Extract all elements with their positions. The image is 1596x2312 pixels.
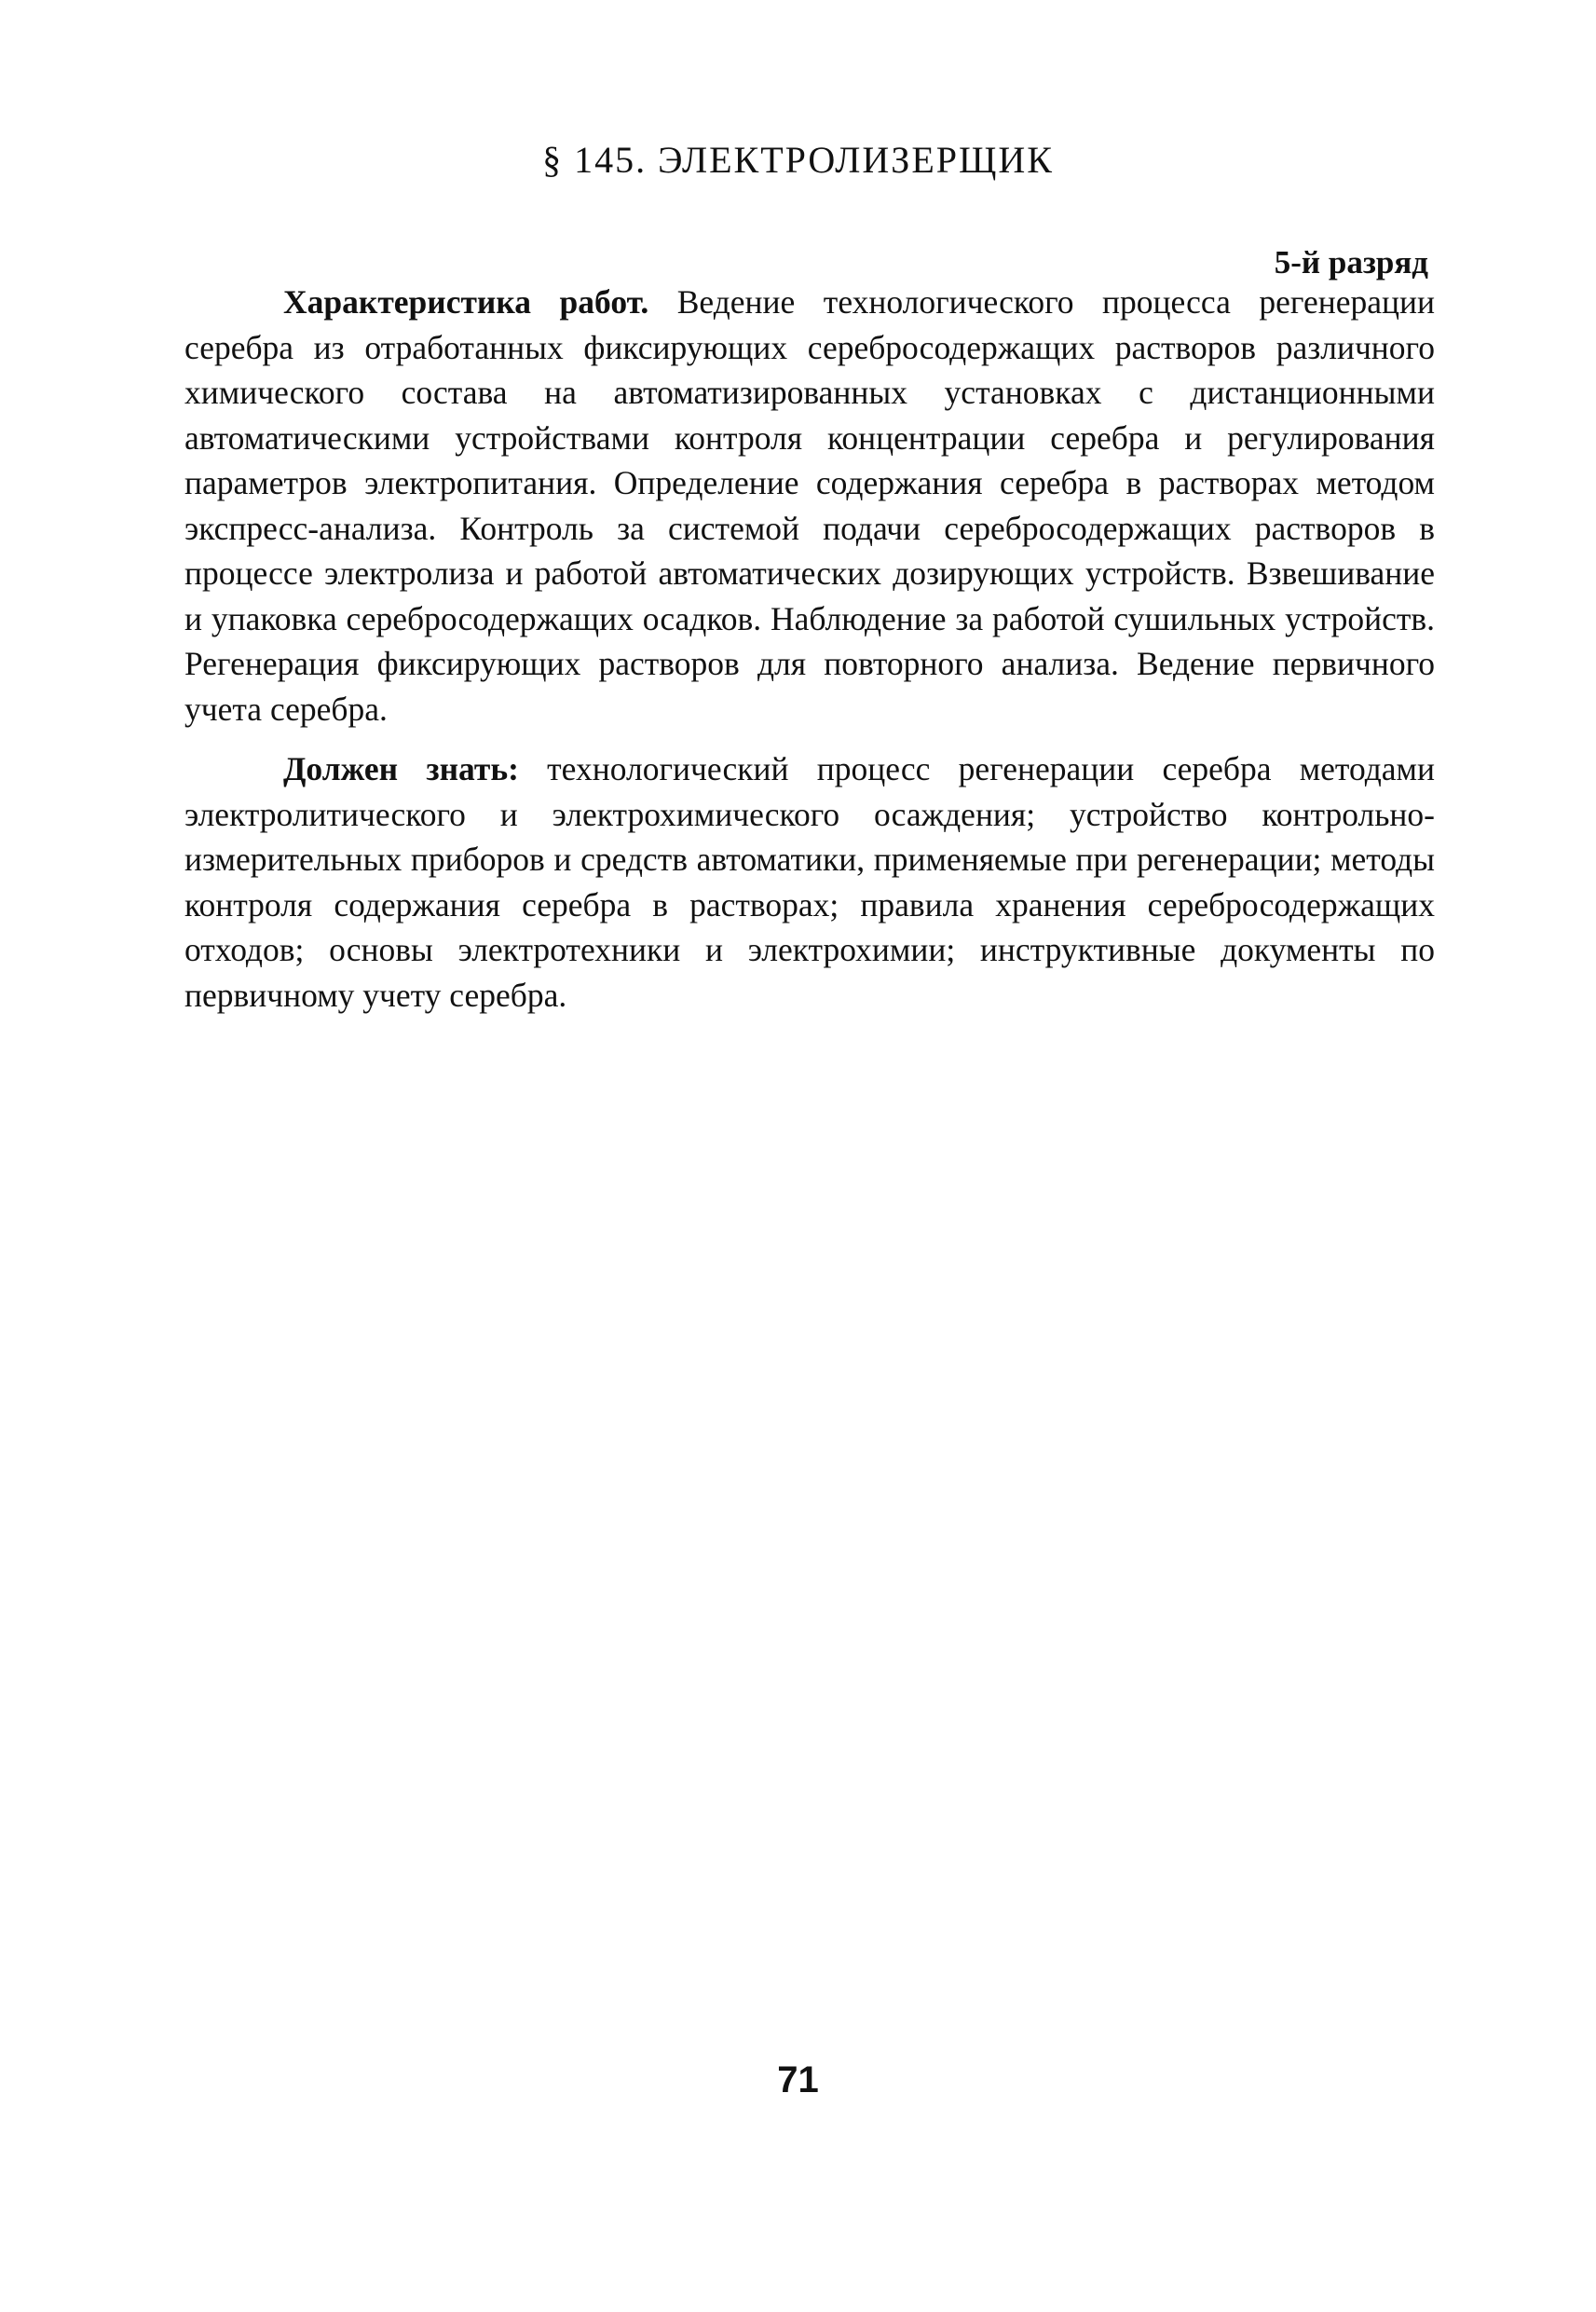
section-title: § 145. ЭЛЕКТРОЛИЗЕРЩИК: [542, 139, 1054, 181]
knowledge-paragraph: [184, 746, 1435, 1018]
body-text: [184, 280, 1435, 1033]
page-number: 71: [777, 2059, 819, 2100]
grade-label: 5-й разряд: [1274, 244, 1428, 280]
characteristics-text: Ведение технологического процесса регенерации серебра из отработанных фиксирующих серебросодержащих растворов различного химического состава на автоматизированных установках с дистанционными автоматическими устройствами контроля концентрации серебра и регулирования параметров электропитания. Определение содержания серебра в растворах методом экспресс-анализа. Контроль за системой подачи серебросодержащих растворов в процессе электролиза и работой автоматических дозирующих устройств. Взвешивание и упаковка серебросодержащих осадков. Наблюдение за работой сушильных устройств. Регенерация фиксирующих растворов для повторного анализа. Ведение первичного учета серебра.: [184, 283, 1435, 728]
characteristics-paragraph: [184, 280, 1435, 732]
knowledge-text: технологический процесс регенерации серебра методами электролитического и электрохимического осаждения; устройство контрольно-измерительных приборов и средств автоматики, применяемые при регенерации; методы контроля содержания серебра в растворах; правила хранения серебросодержащих отходов; основы электротехники и электрохимии; инструктивные документы по первичному учету серебра.: [184, 750, 1435, 1014]
knowledge-label: Должен знать:: [283, 750, 519, 787]
characteristics-label: Характеристика работ.: [283, 283, 649, 321]
